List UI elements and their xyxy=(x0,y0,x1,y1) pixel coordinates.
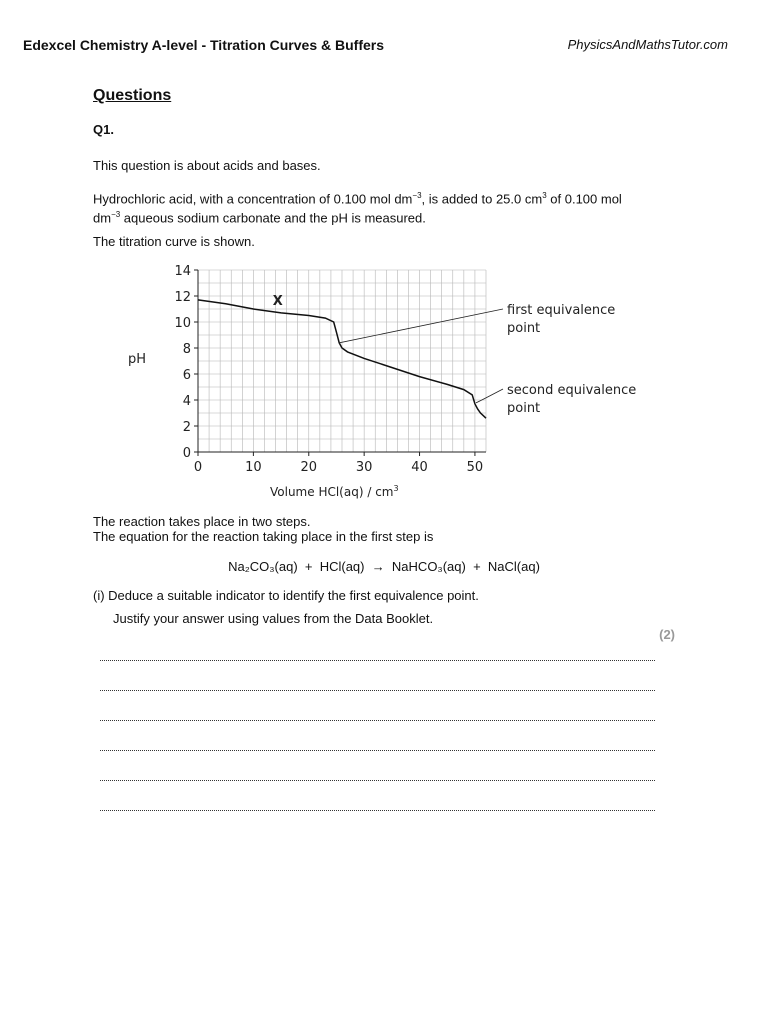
answer-line[interactable] xyxy=(100,810,655,811)
intro-text: This question is about acids and bases. xyxy=(93,158,321,173)
chart-grid xyxy=(198,270,486,452)
setup-exponent-1: −3 xyxy=(412,191,422,200)
x-axis-label xyxy=(270,484,399,499)
y-axis-label: pH xyxy=(128,352,147,367)
answer-line[interactable] xyxy=(100,720,655,721)
x-axis-label-exponent: 3 xyxy=(393,484,399,493)
answer-line[interactable] xyxy=(100,780,655,781)
second-equivalence-label-line1: second equivalence xyxy=(507,383,637,398)
titration-curve-chart xyxy=(110,258,670,508)
justify-instruction: Justify your answer using values from the Data Booklet. xyxy=(113,611,434,626)
document-header-title: Edexcel Chemistry A-level - Titration Curves & Buffers xyxy=(23,37,384,53)
question-part-i: (i) Deduce a suitable indicator to identify the first equivalence point. xyxy=(93,588,479,603)
chart-axes xyxy=(194,270,486,456)
setup-text-1: Hydrochloric acid, with a concentration of 0.100 mol dm xyxy=(93,191,413,207)
y-tick-label: 8 xyxy=(182,342,191,357)
setup-exponent-2: 3 xyxy=(542,191,547,200)
y-tick-label: 2 xyxy=(182,420,191,435)
setup-text-5: aqueous sodium carbonate and the pH is measured. xyxy=(120,210,426,226)
setup-exponent-3: −3 xyxy=(111,210,121,220)
first-equivalence-leader-line xyxy=(339,309,503,343)
answer-line[interactable] xyxy=(100,750,655,751)
y-tick-label: 12 xyxy=(174,290,191,305)
y-tick-label: 4 xyxy=(182,394,191,409)
y-tick-label: 0 xyxy=(182,446,191,461)
marks-available: (2) xyxy=(659,627,675,642)
x-tick-label: 20 xyxy=(300,460,318,475)
setup-text-4: dm xyxy=(93,210,112,226)
answer-line[interactable] xyxy=(100,660,655,661)
y-tick-label: 6 xyxy=(182,368,191,383)
x-tick-label: 30 xyxy=(355,460,373,475)
reaction-intro-2: The equation for the reaction taking place in the first step is xyxy=(93,529,434,544)
first-equivalence-label-line2: point xyxy=(507,321,541,336)
y-tick-label: 14 xyxy=(174,264,191,279)
setup-text-3: of 0.100 mol xyxy=(546,191,622,207)
point-x-label: X xyxy=(272,294,283,310)
first-equivalence-label-line1: first equivalence xyxy=(507,303,616,318)
setup-paragraph xyxy=(93,188,683,227)
reaction-intro-1: The reaction takes place in two steps. xyxy=(93,514,311,529)
curve-intro-text: The titration curve is shown. xyxy=(93,234,255,249)
document-header-site: PhysicsAndMathsTutor.com xyxy=(567,37,728,52)
y-tick-label: 10 xyxy=(174,316,191,331)
question-number: Q1. xyxy=(93,122,114,137)
chart-tick-labels xyxy=(174,264,483,475)
answer-line[interactable] xyxy=(100,690,655,691)
second-equivalence-leader-line xyxy=(476,389,503,403)
x-tick-label: 10 xyxy=(245,460,262,475)
x-tick-label: 50 xyxy=(466,460,484,475)
setup-text-2: , is added to 25.0 cm xyxy=(421,191,543,207)
x-axis-label-text: Volume HCl(aq) / cm xyxy=(270,485,394,499)
section-heading: Questions xyxy=(93,87,172,104)
reaction-equation: Na₂CO₃(aq) + HCl(aq) → NaHCO₃(aq) + NaCl(aq) xyxy=(228,559,540,574)
second-equivalence-label-line2: point xyxy=(507,401,541,416)
x-tick-label: 0 xyxy=(193,460,203,475)
x-tick-label: 40 xyxy=(411,460,428,475)
